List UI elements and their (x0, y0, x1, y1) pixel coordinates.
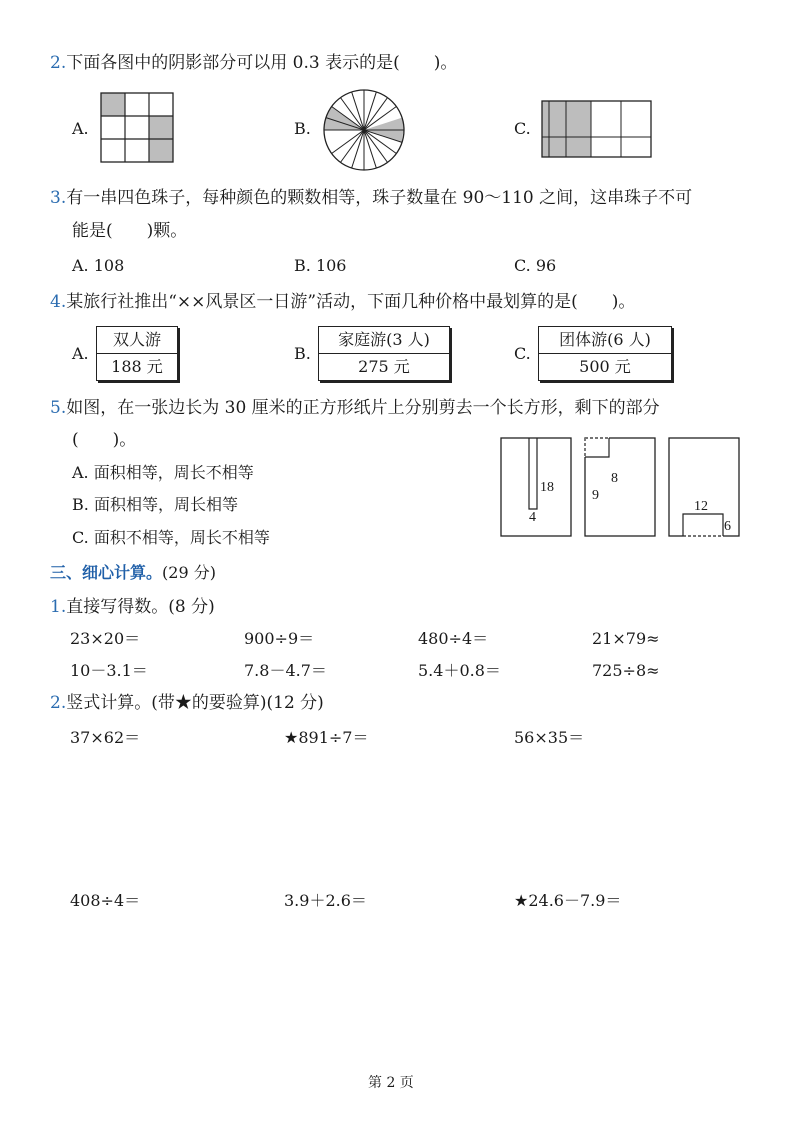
q3-option-c-value: 96 (535, 256, 557, 275)
section-3-title (50, 562, 216, 584)
q4-option-a-box[interactable] (96, 326, 178, 381)
q3-option-b[interactable] (294, 255, 346, 277)
q5-figure-2-side-b: 9 (592, 488, 599, 503)
q4-number: 4. (50, 292, 67, 312)
calc2-item[interactable]: 56×35＝ (514, 728, 585, 747)
calc1-item[interactable]: 480÷4＝ (418, 629, 489, 648)
q4-question (50, 291, 635, 313)
q5-figure-3-width: 6 (724, 519, 731, 534)
calc1-item[interactable]: 5.4＋0.8＝ (418, 661, 501, 680)
q5-option-a-label: A. (72, 463, 89, 482)
calc2-item[interactable]: 408÷4＝ (70, 891, 141, 910)
q2-text: 下面各图中的阴影部分可以用 0.3 表示的是( )。 (66, 53, 458, 73)
section-3-score: (29 分) (162, 563, 216, 582)
calc2-item[interactable]: ★891÷7＝ (284, 728, 369, 747)
calc2-item[interactable]: ★24.6－7.9＝ (514, 891, 622, 910)
q5-text-line1: 如图，在一张边长为 30 厘米的正方形纸片上分别剪去一个长方形，剩下的部分 (66, 398, 660, 418)
q5-option-b-text: 面积相等，周长相等 (93, 495, 238, 514)
calc1-item[interactable]: 23×20＝ (70, 629, 141, 648)
q5-figure-1-width: 4 (529, 510, 536, 525)
calc1-item[interactable]: 21×79≈ (592, 629, 660, 648)
calc1-item[interactable]: 900÷9＝ (244, 629, 315, 648)
q3-option-c[interactable] (514, 255, 556, 277)
q2-number: 2. (50, 53, 67, 73)
q4-option-a-price: 188 元 (111, 357, 163, 376)
q4-option-b-label[interactable]: B. (294, 344, 311, 363)
q3-option-b-label: B. (294, 256, 311, 275)
q3-option-a[interactable] (72, 255, 124, 277)
q4-text: 某旅行社推出“××风景区一日游”活动，下面几种价格中最划算的是( )。 (66, 292, 636, 312)
q5-figure-3-length: 12 (694, 499, 708, 514)
calc2-title (50, 692, 324, 714)
circle-10-sectors-2-shaded-icon (322, 88, 406, 172)
q4-option-a-label[interactable]: A. (72, 344, 89, 363)
q5-text-line2: ( )。 (72, 430, 137, 450)
calc1-item[interactable]: 10－3.1＝ (70, 661, 148, 680)
q5-figure-1-length: 18 (540, 480, 554, 495)
q4-option-c-name: 团体游(6 人) (539, 327, 671, 354)
q3-number: 3. (50, 188, 67, 208)
calc2-number: 2. (50, 693, 67, 713)
rect-10-columns-3-shaded-icon (541, 100, 653, 158)
q5-option-a-text: 面积相等，周长不相等 (93, 463, 254, 482)
q4-option-b-box[interactable] (318, 326, 450, 381)
q3-text-line1: 有一串四色珠子，每种颜色的颗数相等，珠子数量在 90～110 之间，这串珠子不可 (66, 188, 693, 208)
calc1-title-text: 直接写得数。(8 分) (66, 597, 215, 617)
q5-option-b[interactable] (72, 494, 238, 516)
calc2-item[interactable]: 37×62＝ (70, 728, 141, 747)
q5-option-b-label: B. (72, 495, 89, 514)
q5-question-line1 (50, 397, 660, 419)
q3-text-line2: 能是( )颗。 (72, 221, 188, 241)
q2-option-b-label[interactable]: B. (294, 119, 311, 138)
q5-option-c[interactable] (72, 527, 270, 549)
q4-option-a-name: 双人游 (97, 327, 177, 354)
q3-option-b-value: 106 (315, 256, 347, 275)
q2-option-c-label[interactable]: C. (514, 119, 531, 138)
calc1-number: 1. (50, 597, 67, 617)
q5-figure-3 (668, 437, 740, 537)
q4-option-c-price: 500 元 (579, 357, 631, 376)
q4-option-b-price: 275 元 (358, 357, 410, 376)
calc1-title (50, 596, 215, 618)
q2-question (50, 52, 457, 74)
q4-option-b-name: 家庭游(3 人) (319, 327, 449, 354)
q4-option-c-label[interactable]: C. (514, 344, 531, 363)
q3-option-a-value: 108 (93, 256, 125, 275)
calc1-item[interactable]: 7.8－4.7＝ (244, 661, 327, 680)
q5-number: 5. (50, 398, 67, 418)
section-3-heading: 三、细心计算。 (50, 563, 163, 582)
calc1-item[interactable]: 725÷8≈ (592, 661, 660, 680)
q5-option-c-text: 面积不相等，周长不相等 (93, 528, 270, 547)
q2-option-a-label[interactable]: A. (72, 119, 89, 138)
q5-option-c-label: C. (72, 528, 89, 547)
q3-option-c-label: C. (514, 256, 531, 275)
q5-figure-1 (500, 437, 572, 537)
grid-3x3-3-shaded-icon (100, 92, 175, 164)
calc2-title-text: 竖式计算。(带★的要验算)(12 分) (66, 693, 324, 713)
q5-figure-2-side-a: 8 (611, 471, 618, 486)
q5-option-a[interactable] (72, 462, 254, 484)
q3-question-line1 (50, 187, 692, 209)
q3-option-a-label: A. (72, 256, 89, 275)
q5-figure-2 (584, 437, 656, 537)
q4-option-c-box[interactable] (538, 326, 672, 381)
page-number: 第 2 页 (368, 1075, 414, 1091)
calc2-item[interactable]: 3.9＋2.6＝ (284, 891, 367, 910)
